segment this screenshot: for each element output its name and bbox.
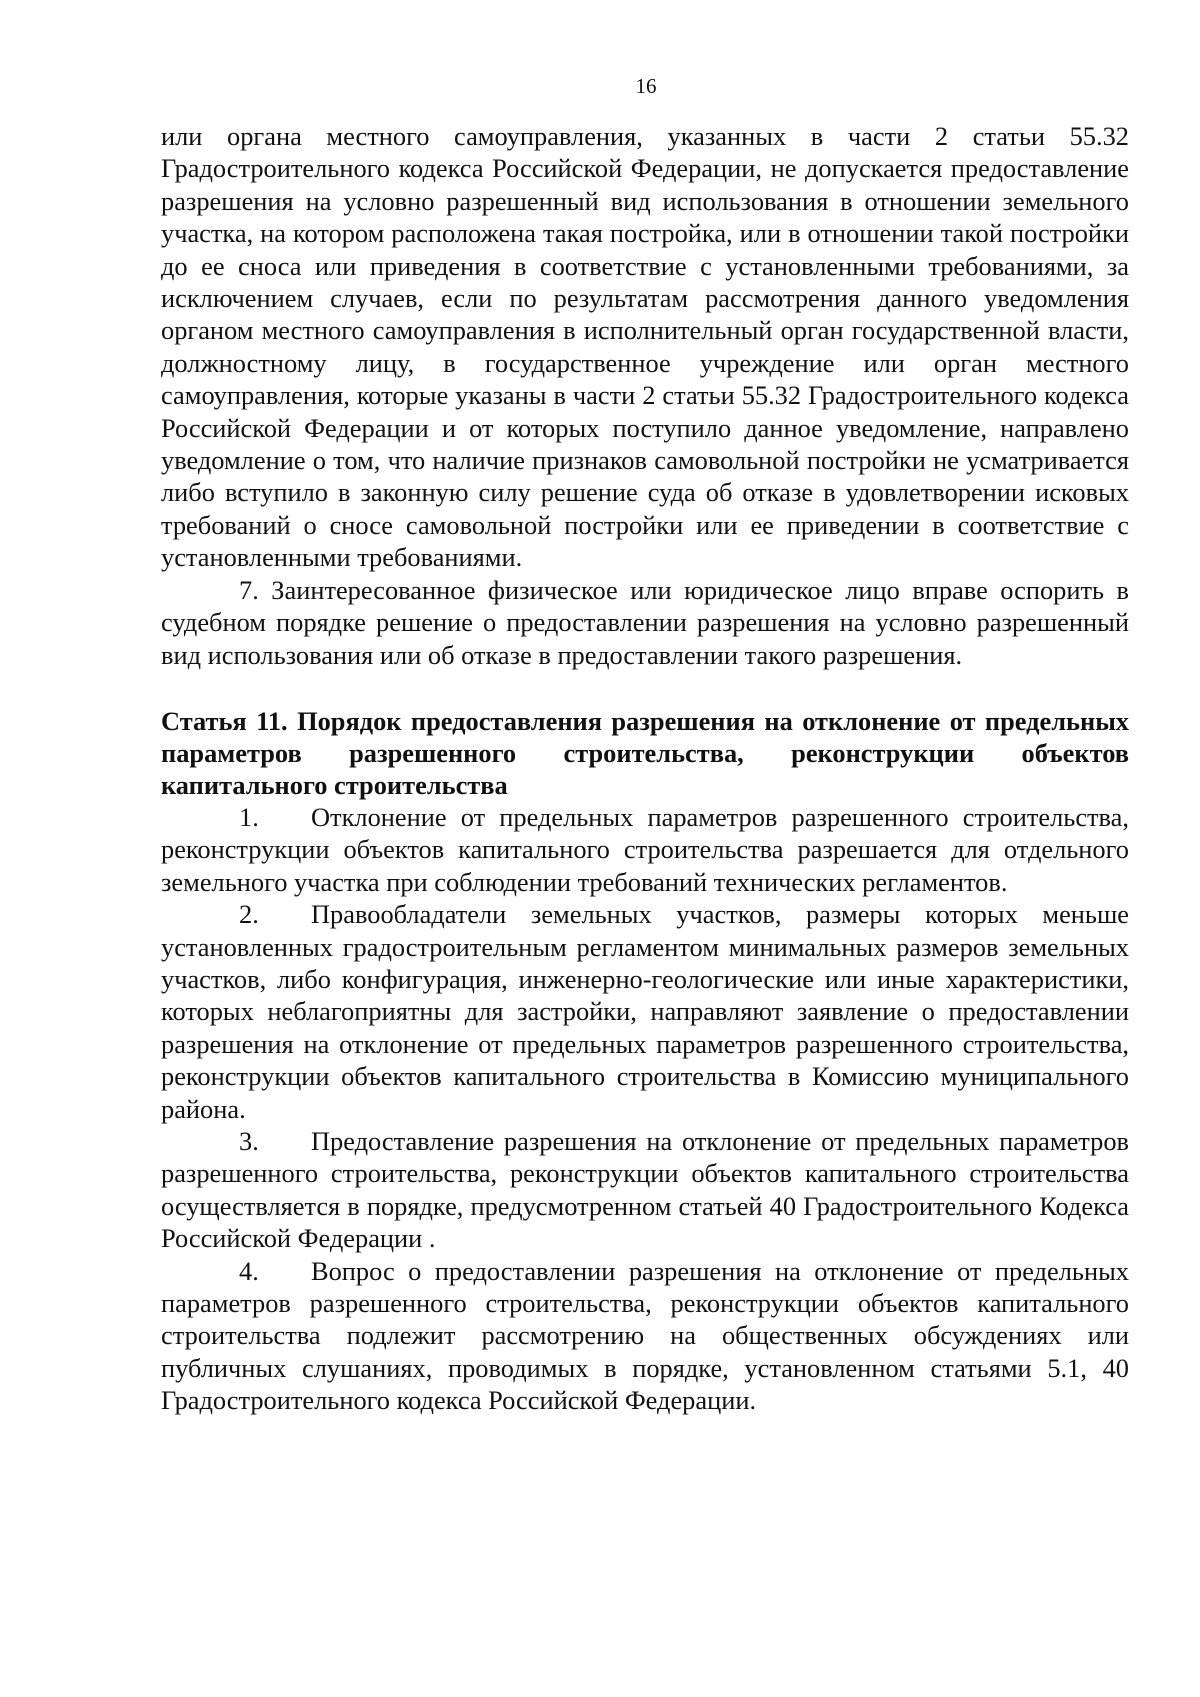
item-text: Вопрос о предоставлении разрешения на отклонение от предельных параметров разрешенного строительства, реконструкции объектов капитального строительства подлежит рассмотрению на общественных обсуждениях или публичных слушаниях, проводимых в порядке, установленном статьями 5.1, 40 Градостроительного кодекса Российской Федерации. xyxy=(161,1255,1129,1416)
item-number: 2. xyxy=(239,899,259,930)
continuation-paragraph: или органа местного самоуправления, указанных в части 2 статьи 55.32 Градостроительного кодекса Российской Федерации, не допускается предоставление разрешения на условно разрешенный вид использования в отношении земельного участка, на котором расположена такая постройка, или в отношении такой постройки до ее сноса или приведения в соответствие с установленными требованиями, за исключением случаев, если по результатам рассмотрения данного уведомления органом местного самоуправления в исполнительный орган государственной власти, должностному лицу, в государственное учреждение или орган местного самоуправления, которые указаны в части 2 статьи 55.32 Градостроительного кодекса Российской Федерации и от которых поступило данное уведомление, направлено уведомление о том, что наличие признаков самовольной постройки не усматривается либо вступило в законную силу решение суда об отказе в удовлетворении исковых требований о сносе самовольной постройки или ее приведении в соответствие с установленными требованиями. xyxy=(161,121,1129,573)
item-number: 3. xyxy=(239,1125,259,1156)
item-7-paragraph: 7. Заинтересованное физическое или юридическое лицо вправе оспорить в судебном порядке решение о предоставлении разрешения на условно разрешенный вид использования или об отказе в предоставлении такого разрешения. xyxy=(161,574,1129,670)
item-text: Отклонение от предельных параметров разрешенного строительства, реконструкции объектов капитального строительства разрешается для отдельного земельного участка при соблюдении требований технических регламентов. xyxy=(161,801,1129,897)
page-number: 16 xyxy=(635,74,657,98)
article-11-item-2 xyxy=(161,898,1129,1125)
article-11-heading: Статья 11. Порядок предоставления разрешения на отклонение от предельных параметров разрешенного строительства, реконструкции объектов капитального строительства xyxy=(161,705,1129,800)
item-text: Правообладатели земельных участков, размеры которых меньше установленных градостроительным регламентом минимальных размеров земельных участков, либо конфигурация, инженерно-геологические или иные характеристики, которых неблагоприятны для застройки, направляют заявление о предоставлении разрешения на отклонение от предельных параметров разрешенного строительства, реконструкции объектов капитального строительства в Комиссию муниципального района. xyxy=(161,899,1129,1124)
item-text: Предоставление разрешения на отклонение от предельных параметров разрешенного строительства, реконструкции объектов капитального строительства осуществляется в порядке, предусмотренном статьей 40 Градостроительного Кодекса Российской Федерации . xyxy=(161,1125,1129,1254)
article-11-item-1 xyxy=(161,801,1129,898)
article-11-item-3 xyxy=(161,1125,1129,1255)
document-body xyxy=(161,120,1129,1417)
item-number: 4. xyxy=(239,1255,259,1286)
item-number: 1. xyxy=(239,801,259,832)
article-11-item-4 xyxy=(161,1255,1129,1417)
